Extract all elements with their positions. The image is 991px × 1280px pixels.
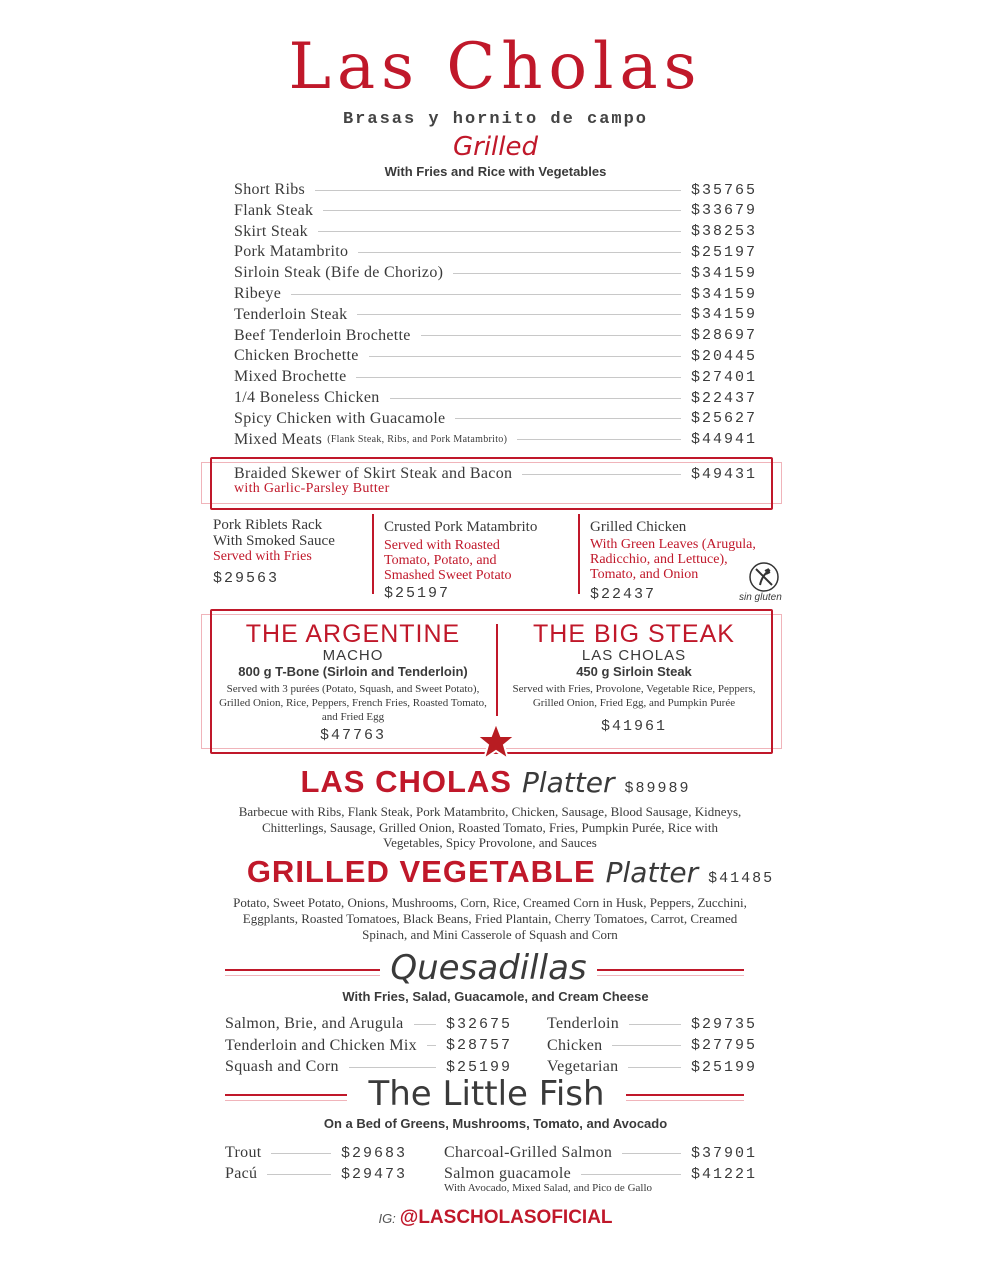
item-price: $25197 bbox=[690, 243, 757, 261]
item-price: $34159 bbox=[690, 264, 757, 282]
item-name: Pacú bbox=[225, 1165, 258, 1182]
divider bbox=[626, 1094, 744, 1096]
leader-line bbox=[349, 1067, 436, 1068]
divider bbox=[372, 514, 374, 594]
platter1-heading bbox=[0, 764, 991, 800]
leader-line bbox=[357, 314, 681, 315]
item-price: $49431 bbox=[690, 465, 757, 483]
menu-item bbox=[234, 305, 757, 325]
quesadillas-subtitle: With Fries, Salad, Guacamole, and Cream Cheese bbox=[342, 989, 649, 1004]
item-name-line2: With Smoked Sauce bbox=[213, 533, 335, 549]
leader-line bbox=[421, 335, 681, 336]
item-name: Sirloin Steak (Bife de Chorizo) bbox=[234, 264, 444, 282]
fish-note: With Avocado, Mixed Salad, and Pico de Gallo bbox=[444, 1182, 653, 1194]
leader-line bbox=[267, 1174, 331, 1175]
platter-price: $41485 bbox=[708, 870, 775, 887]
divider bbox=[597, 975, 744, 976]
item-name: Braided Skewer of Skirt Steak and Bacon bbox=[234, 465, 513, 482]
big-price: $41961 bbox=[600, 718, 667, 735]
item-name: Crusted Pork Matambrito bbox=[384, 519, 538, 535]
leader-line bbox=[318, 231, 681, 232]
item-name: Trout bbox=[225, 1144, 262, 1161]
item-desc: Smashed Sweet Potato bbox=[384, 568, 512, 583]
item-desc: With Green Leaves (Arugula, bbox=[590, 537, 756, 552]
item-name: Charcoal-Grilled Salmon bbox=[444, 1144, 613, 1161]
platter-title: GRILLED VEGETABLE bbox=[246, 854, 596, 889]
gluten-free-icon bbox=[748, 561, 780, 593]
item-name: Salmon, Brie, and Arugula bbox=[225, 1015, 404, 1032]
divider bbox=[578, 514, 580, 594]
item-name: Skirt Steak bbox=[234, 222, 308, 240]
menu-item bbox=[234, 326, 757, 346]
menu-item bbox=[547, 1057, 757, 1077]
big-title: THE BIG STEAK bbox=[533, 620, 735, 648]
menu-item bbox=[234, 263, 757, 283]
platter-title: LAS CHOLAS bbox=[300, 764, 512, 799]
item-price: $38253 bbox=[690, 223, 757, 241]
item-name: Flank Steak bbox=[234, 201, 314, 219]
item-price: $32675 bbox=[445, 1015, 512, 1033]
item-name: Vegetarian bbox=[547, 1058, 619, 1075]
item-price: $25199 bbox=[690, 1058, 757, 1076]
menu-item bbox=[234, 180, 757, 200]
divider bbox=[225, 969, 380, 971]
leader-line bbox=[517, 439, 681, 440]
menu-item bbox=[234, 222, 757, 242]
item-price: $29563 bbox=[213, 570, 280, 587]
item-desc: Radicchio, and Lettuce), bbox=[590, 552, 728, 567]
leader-line bbox=[629, 1024, 681, 1025]
fish-title: The Little Fish bbox=[368, 1074, 605, 1114]
instagram-footer bbox=[0, 1207, 991, 1229]
leader-line bbox=[427, 1045, 436, 1046]
big-price: $47763 bbox=[319, 727, 386, 744]
special-grilled-chicken bbox=[590, 520, 756, 602]
special-pork-riblets bbox=[213, 517, 335, 587]
item-name: Salmon guacamole bbox=[444, 1165, 571, 1182]
big-steak bbox=[500, 620, 768, 735]
leader-line bbox=[455, 418, 681, 419]
leader-line bbox=[453, 273, 681, 274]
leader-line bbox=[622, 1153, 681, 1154]
platter-script: Platter bbox=[521, 766, 615, 799]
item-name: 1/4 Boneless Chicken bbox=[234, 389, 380, 406]
leader-line bbox=[628, 1067, 681, 1068]
big-subtitle: LAS CHOLAS bbox=[581, 647, 687, 664]
item-desc: Served with Fries bbox=[213, 549, 312, 564]
menu-item bbox=[225, 1164, 407, 1184]
item-desc: Tomato, and Onion bbox=[590, 567, 699, 582]
item-price: $35765 bbox=[690, 181, 757, 199]
divider bbox=[225, 1100, 347, 1101]
menu-item bbox=[234, 242, 757, 262]
item-price: $20445 bbox=[690, 347, 757, 365]
item-name: Beef Tenderloin Brochette bbox=[234, 326, 411, 344]
menu-item bbox=[234, 346, 757, 366]
item-price: $41221 bbox=[690, 1165, 757, 1183]
leader-line bbox=[315, 190, 681, 191]
big-desc: Served with Fries, Provolone, Vegetable Rice, Peppers, Grilled Onion, Fried Egg, and Pumpkin Purée bbox=[512, 683, 756, 709]
gluten-free-label: sin gluten bbox=[739, 592, 782, 603]
item-price: $29683 bbox=[340, 1144, 407, 1162]
item-desc: Served with Roasted bbox=[384, 538, 500, 553]
item-name: Tenderloin and Chicken Mix bbox=[225, 1036, 417, 1054]
logo: Las Cholas bbox=[288, 30, 703, 104]
platter2-heading bbox=[0, 854, 991, 890]
item-price: $34159 bbox=[690, 306, 757, 324]
item-price: $28757 bbox=[445, 1037, 512, 1054]
leader-line bbox=[356, 377, 681, 378]
item-price: $27795 bbox=[690, 1037, 757, 1054]
quesadillas-title: Quesadillas bbox=[390, 948, 587, 988]
menu-item bbox=[225, 1014, 512, 1034]
item-price: $22437 bbox=[690, 389, 757, 407]
menu-item bbox=[225, 1036, 512, 1056]
item-price: $28697 bbox=[690, 327, 757, 345]
leader-line bbox=[323, 210, 681, 211]
divider bbox=[626, 1100, 744, 1101]
item-name: Tenderloin Steak bbox=[234, 305, 348, 323]
big-desc: Served with 3 purées (Potato, Squash, and Sweet Potato), Grilled Onion, Rice, Peppers, French Fries, Roasted Tomato, and Fried Egg bbox=[219, 683, 487, 723]
item-price: $33679 bbox=[690, 202, 757, 220]
big-cut: 450 g Sirloin Steak bbox=[576, 664, 692, 679]
big-argentine bbox=[214, 620, 492, 744]
item-name: Mixed Brochette bbox=[234, 368, 347, 386]
item-desc: Tomato, Potato, and bbox=[384, 553, 497, 568]
big-title: THE ARGENTINE bbox=[245, 620, 461, 648]
special-crusted-pork bbox=[384, 520, 537, 601]
platter-price: $89989 bbox=[624, 780, 691, 797]
leader-line bbox=[358, 252, 681, 253]
menu-item bbox=[234, 201, 757, 221]
divider bbox=[225, 1094, 347, 1096]
big-subtitle: MACHO bbox=[322, 647, 384, 664]
item-name: Grilled Chicken bbox=[590, 519, 687, 535]
item-name: Chicken Brochette bbox=[234, 347, 359, 365]
star-icon bbox=[476, 722, 516, 760]
item-price: $25197 bbox=[384, 585, 451, 602]
leader-line bbox=[291, 294, 681, 295]
menu-item bbox=[547, 1014, 757, 1034]
menu-item bbox=[225, 1057, 512, 1077]
item-name: Tenderloin bbox=[547, 1015, 620, 1032]
menu-item bbox=[225, 1143, 407, 1163]
item-name: Chicken bbox=[547, 1036, 603, 1054]
item-price: $27401 bbox=[690, 368, 757, 386]
item-price: $25199 bbox=[445, 1058, 512, 1076]
item-price: $37901 bbox=[690, 1144, 757, 1162]
item-price: $29735 bbox=[690, 1015, 757, 1033]
menu-item bbox=[234, 367, 757, 387]
featured-desc: with Garlic-Parsley Butter bbox=[234, 481, 390, 496]
leader-line bbox=[612, 1045, 681, 1046]
item-name: Pork Matambrito bbox=[234, 243, 349, 261]
divider bbox=[597, 969, 744, 971]
item-name: Spicy Chicken with Guacamole bbox=[234, 409, 446, 427]
item-name: Ribeye bbox=[234, 285, 282, 302]
grilled-subtitle: With Fries and Rice with Vegetables bbox=[384, 164, 607, 179]
ig-label: IG: bbox=[378, 1211, 396, 1226]
menu-item bbox=[234, 388, 757, 408]
leader-line bbox=[271, 1153, 331, 1154]
item-name: Squash and Corn bbox=[225, 1058, 339, 1075]
divider bbox=[225, 975, 380, 976]
item-name: Pork Riblets Rack bbox=[213, 517, 323, 533]
big-cut: 800 g T-Bone (Sirloin and Tenderloin) bbox=[238, 664, 468, 679]
divider bbox=[496, 624, 498, 716]
leader-line bbox=[581, 1174, 681, 1175]
platter2-desc: Potato, Sweet Potato, Onions, Mushrooms, Corn, Rice, Creamed Corn in Husk, Peppers, Zucchini, Eggplants, Roasted Tomatoes, Black Beans, Fried Plantain, Cherry Tomatoes, Carrot, Creamed Spinach, and Mini Casserole of Squash and Corn bbox=[233, 895, 747, 942]
leader-line bbox=[414, 1024, 436, 1025]
item-price: $34159 bbox=[690, 285, 757, 303]
grilled-title: Grilled bbox=[452, 132, 538, 162]
menu-item bbox=[444, 1164, 757, 1184]
menu-item bbox=[234, 430, 757, 450]
item-name: Mixed Meats bbox=[234, 430, 323, 448]
item-price: $25627 bbox=[690, 410, 757, 428]
leader-line bbox=[390, 398, 681, 399]
leader-line bbox=[369, 356, 681, 357]
platter-script: Platter bbox=[605, 856, 699, 889]
tagline: Brasas y hornito de campo bbox=[342, 110, 649, 129]
menu-item bbox=[444, 1143, 757, 1163]
item-price: $22437 bbox=[590, 586, 657, 603]
item-note: (Flank Steak, Ribs, and Pork Matambrito) bbox=[327, 434, 508, 446]
menu-item bbox=[234, 284, 757, 304]
menu-item bbox=[234, 409, 757, 429]
platter1-desc: Barbecue with Ribs, Flank Steak, Pork Matambrito, Chicken, Sausage, Blood Sausage, Kidneys, Chitterlings, Sausage, Grilled Onion, Roasted Tomato, Fries, Pumpkin Purée, Rice with Vegetables, Spicy Provolone, and Sauces bbox=[238, 804, 742, 850]
item-price: $29473 bbox=[340, 1165, 407, 1183]
item-name: Short Ribs bbox=[234, 181, 306, 198]
item-price: $44941 bbox=[690, 431, 757, 449]
fish-subtitle: On a Bed of Greens, Mushrooms, Tomato, and Avocado bbox=[323, 1116, 668, 1131]
ig-handle[interactable]: @LASCHOLASOFICIAL bbox=[399, 1207, 613, 1228]
menu-item bbox=[547, 1036, 757, 1056]
